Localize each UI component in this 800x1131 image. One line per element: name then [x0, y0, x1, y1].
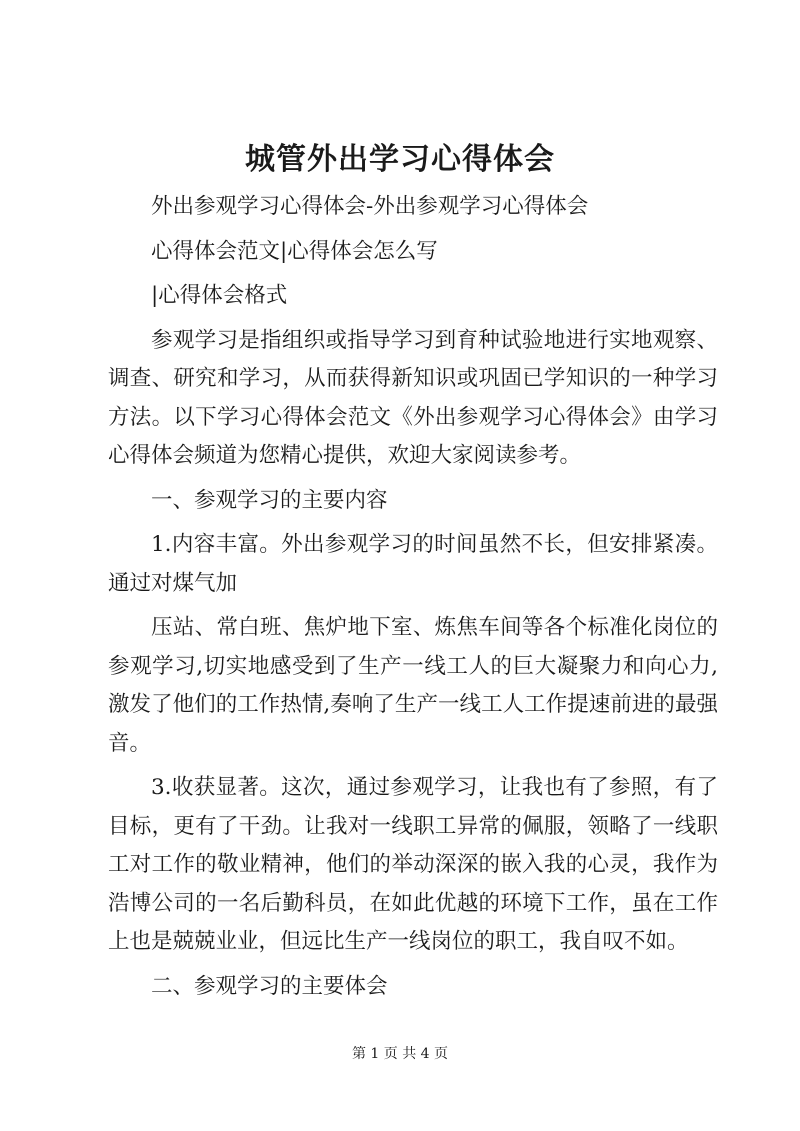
paragraph-1: 外出参观学习心得体会-外出参观学习心得体会	[151, 194, 589, 219]
paragraph-4: 参观学习是指组织或指导学习到育种试验地进行实地观察、调查、研究和学习，从而获得新知识或巩固已学知识的一种学习方法。以下学习心得体会范文《外出参观学习心得体会》由学习心得体会频道为您精心提供，欢迎大家阅读参考。	[108, 327, 718, 468]
section-heading-2: 二、参观学习的主要体会	[151, 973, 388, 999]
paragraph-5: 1.内容丰富。外出参观学习的时间虽然不长，但安排紧凑。通过对煤气加	[108, 532, 718, 596]
paragraph-7: 3.收获显著。这次，通过参观学习，让我也有了参照，有了目标，更有了干劲。让我对一线职工异常的佩服，领略了一线职工对工作的敬业精神，他们的举动深深的嵌入我的心灵，我作为浩博公司的一名后勤科员，在如此优越的环境下工作，虽在工作上也是兢兢业业，但远比生产一线岗位的职工，我自叹不如。	[108, 775, 718, 954]
paragraph-3: |心得体会格式	[151, 283, 288, 308]
section-heading-1: 一、参观学习的主要内容	[151, 487, 388, 513]
paragraph-6: 压站、常白班、焦炉地下室、炼焦车间等各个标准化岗位的参观学习,切实地感受到了生产一线工人的巨大凝聚力和向心力,激发了他们的工作热情,奏响了生产一线工人工作提速前进的最强音。	[108, 615, 718, 756]
page-footer: 第 1 页 共 4 页	[351, 1046, 449, 1062]
document-title: 城管外出学习心得体会	[245, 142, 555, 177]
document-body	[108, 188, 718, 1012]
paragraph-2: 心得体会范文|心得体会怎么写	[151, 238, 438, 264]
